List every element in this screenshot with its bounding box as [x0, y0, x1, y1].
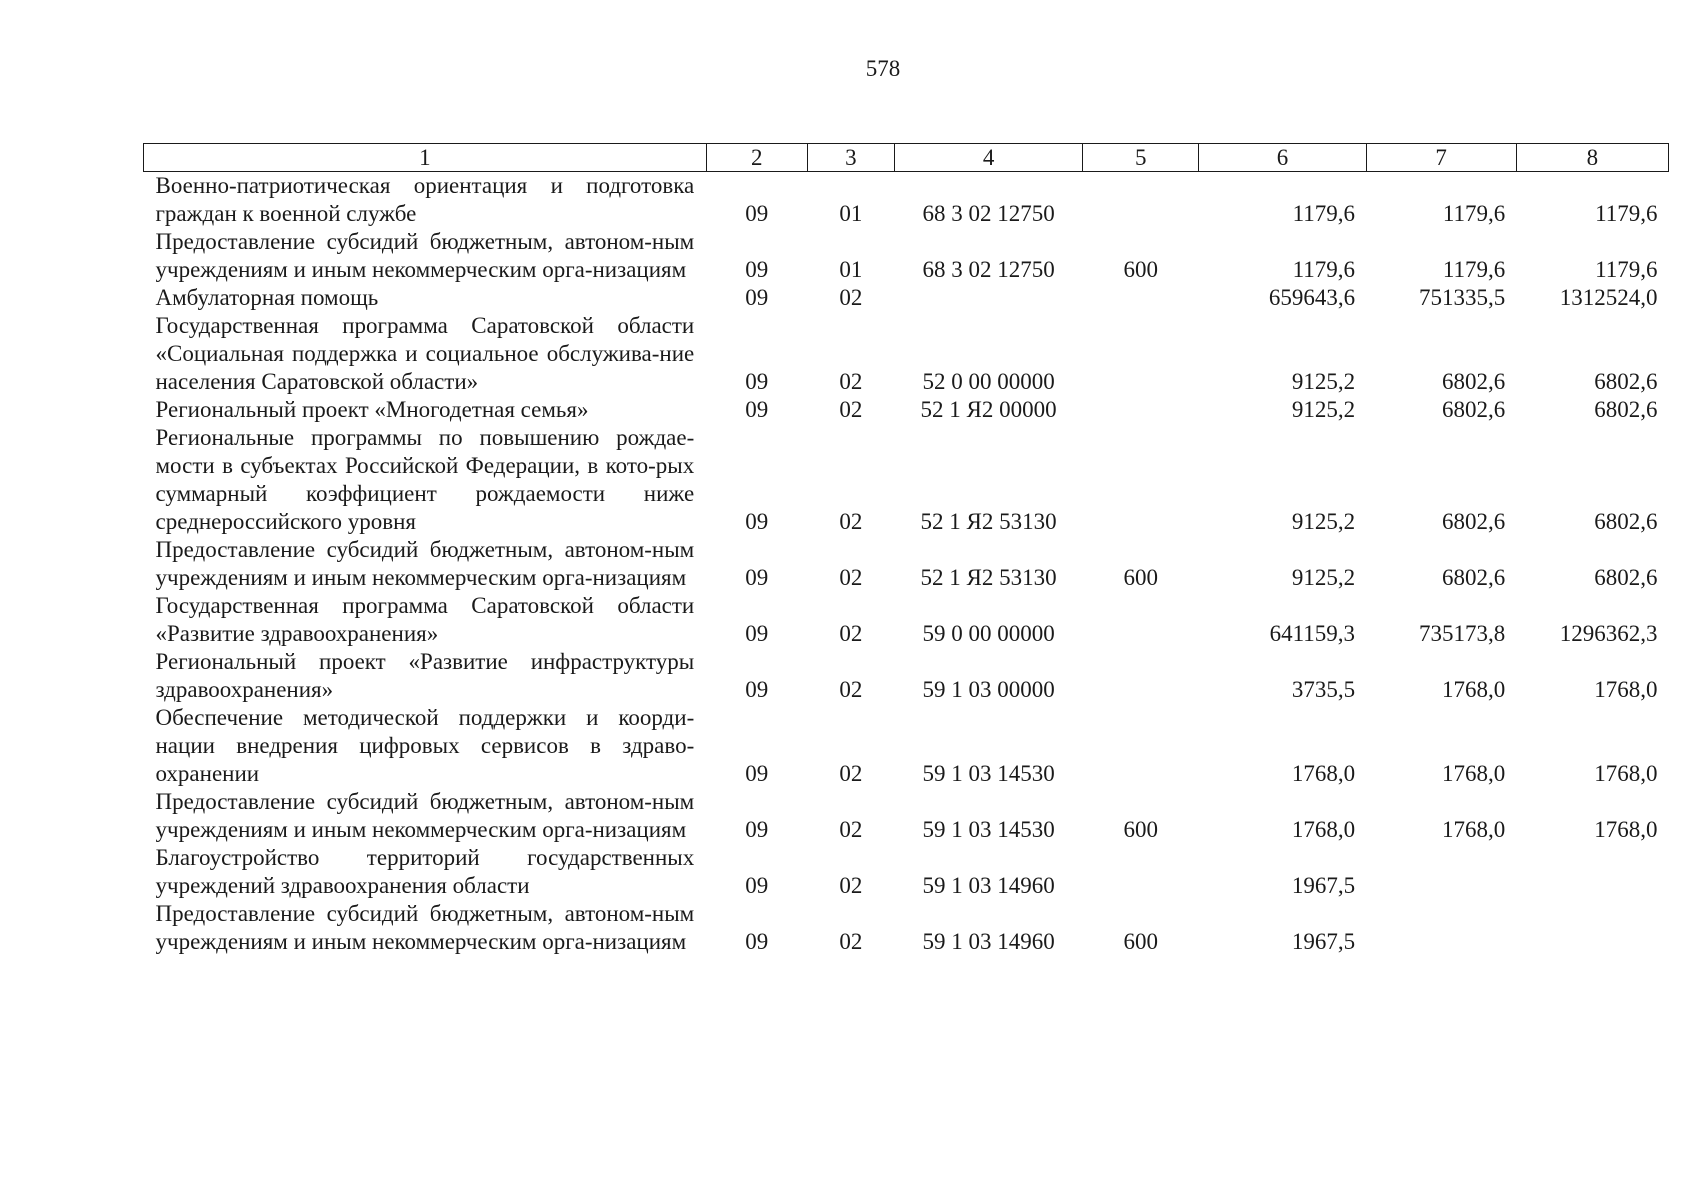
section-cell: 09 — [745, 257, 769, 282]
amount-col8-cell: 6802,6 — [1594, 369, 1658, 394]
subsection-cell: 01 — [839, 257, 863, 282]
column-header: 4 — [894, 144, 1082, 172]
amount-col7-cell: 6802,6 — [1442, 565, 1506, 590]
table-row — [144, 172, 1669, 229]
column-header: 8 — [1516, 144, 1668, 172]
amount-col6-cell: 9125,2 — [1291, 369, 1356, 394]
amount-col8-cell — [1516, 900, 1668, 956]
table-row — [144, 648, 1669, 704]
row-name-cell: Военно-патриотическая ориентация и подготовка граждан к военной службе — [155, 173, 695, 226]
expense-type-cell: 600 — [1123, 817, 1159, 842]
expense-type-cell: 600 — [1123, 929, 1159, 954]
target-article-cell: 52 1 Я2 00000 — [920, 397, 1057, 422]
expense-type-cell — [1083, 704, 1199, 788]
subsection-cell: 02 — [839, 397, 863, 422]
table-body — [144, 172, 1669, 957]
amount-col6-cell: 1967,5 — [1291, 929, 1356, 954]
amount-col8-cell: 6802,6 — [1594, 509, 1658, 534]
expense-type-cell — [1083, 844, 1199, 900]
expense-type-cell — [1083, 424, 1199, 536]
amount-col7-cell: 6802,6 — [1442, 509, 1506, 534]
expense-type-cell — [1083, 312, 1199, 396]
expense-type-cell — [1083, 172, 1199, 229]
table-row — [144, 788, 1669, 844]
subsection-cell: 01 — [839, 201, 863, 226]
target-article-cell: 59 1 03 14530 — [922, 761, 1055, 786]
expense-type-cell — [1083, 396, 1199, 424]
table-row — [144, 312, 1669, 396]
row-name-cell: Региональный проект «Многодетная семья» — [155, 397, 589, 422]
amount-col6-cell: 3735,5 — [1291, 677, 1356, 702]
amount-col7-cell: 1768,0 — [1442, 817, 1506, 842]
amount-col6-cell: 1967,5 — [1291, 873, 1356, 898]
table-row — [144, 228, 1669, 284]
subsection-cell: 02 — [839, 761, 863, 786]
row-name-cell: Амбулаторная помощь — [155, 285, 379, 310]
amount-col7-cell: 1179,6 — [1442, 257, 1506, 282]
row-name-cell: Предоставление субсидий бюджетным, автоном-ным учреждениям и иным некоммерческим орга-низациям — [155, 789, 695, 842]
row-name-cell: Государственная программа Саратовской области «Социальная поддержка и социальное обслужива-ние населения Саратовской области» — [155, 313, 695, 394]
amount-col7-cell: 751335,5 — [1419, 285, 1506, 310]
row-name-cell: Предоставление субсидий бюджетным, автоном-ным учреждениям и иным некоммерческим орга-низациям — [155, 537, 695, 590]
amount-col8-cell: 1768,0 — [1594, 817, 1658, 842]
subsection-cell: 02 — [839, 873, 863, 898]
amount-col6-cell: 9125,2 — [1291, 397, 1356, 422]
amount-col8-cell: 1768,0 — [1594, 677, 1658, 702]
amount-col7-cell: 1768,0 — [1442, 761, 1506, 786]
column-header: 1 — [144, 144, 707, 172]
target-article-cell: 59 1 03 14960 — [922, 873, 1055, 898]
row-name-cell: Государственная программа Саратовской области «Развитие здравоохранения» — [155, 593, 695, 646]
table-row — [144, 704, 1669, 788]
column-header: 7 — [1366, 144, 1516, 172]
subsection-cell: 02 — [839, 817, 863, 842]
amount-col6-cell: 1179,6 — [1292, 201, 1356, 226]
row-name-cell: Благоустройство территорий государственных учреждений здравоохранения области — [155, 845, 695, 898]
column-header: 3 — [807, 144, 894, 172]
amount-col6-cell: 9125,2 — [1291, 509, 1356, 534]
table-row — [144, 284, 1669, 312]
target-article-cell: 68 3 02 12750 — [922, 257, 1055, 282]
subsection-cell: 02 — [839, 285, 863, 310]
section-cell: 09 — [745, 285, 769, 310]
row-name-cell: Региональные программы по повышению рождае-мости в субъектах Российской Федерации, в кото-рых суммарный коэффициент рождаемости ниже среднероссийского уровня — [155, 425, 695, 534]
subsection-cell: 02 — [839, 929, 863, 954]
section-cell: 09 — [745, 369, 769, 394]
subsection-cell: 02 — [839, 621, 863, 646]
expense-type-cell: 600 — [1123, 565, 1159, 590]
expense-type-cell — [1083, 648, 1199, 704]
section-cell: 09 — [745, 565, 769, 590]
page-number: 578 — [865, 56, 901, 81]
target-article-cell: 59 1 03 00000 — [922, 677, 1055, 702]
amount-col6-cell: 641159,3 — [1269, 621, 1356, 646]
amount-col7-cell: 6802,6 — [1442, 369, 1506, 394]
amount-col8-cell: 1179,6 — [1595, 257, 1658, 282]
target-article-cell: 59 1 03 14960 — [922, 929, 1055, 954]
budget-table — [143, 143, 1669, 956]
amount-col8-cell — [1516, 844, 1668, 900]
target-article-cell — [894, 284, 1082, 312]
amount-col6-cell: 1768,0 — [1291, 761, 1356, 786]
header-row — [144, 144, 1669, 172]
amount-col7-cell: 1179,6 — [1442, 201, 1506, 226]
table-row — [144, 592, 1669, 648]
table-row — [144, 536, 1669, 592]
amount-col6-cell: 659643,6 — [1268, 285, 1356, 310]
subsection-cell: 02 — [839, 677, 863, 702]
target-article-cell: 52 1 Я2 53130 — [920, 509, 1057, 534]
expense-type-cell: 600 — [1123, 257, 1159, 282]
amount-col7-cell — [1366, 844, 1516, 900]
target-article-cell: 68 3 02 12750 — [922, 201, 1055, 226]
section-cell: 09 — [745, 929, 769, 954]
target-article-cell: 59 0 00 00000 — [922, 621, 1055, 646]
amount-col8-cell: 6802,6 — [1594, 565, 1658, 590]
amount-col7-cell: 6802,6 — [1442, 397, 1506, 422]
amount-col6-cell: 9125,2 — [1291, 565, 1356, 590]
section-cell: 09 — [745, 761, 769, 786]
section-cell: 09 — [745, 873, 769, 898]
subsection-cell: 02 — [839, 369, 863, 394]
section-cell: 09 — [745, 621, 769, 646]
subsection-cell: 02 — [839, 565, 863, 590]
section-cell: 09 — [745, 397, 769, 422]
table-row — [144, 900, 1669, 956]
amount-col8-cell: 1768,0 — [1594, 761, 1658, 786]
target-article-cell: 52 1 Я2 53130 — [920, 565, 1057, 590]
row-name-cell: Региональный проект «Развитие инфраструктуры здравоохранения» — [155, 649, 695, 702]
amount-col8-cell: 1296362,3 — [1559, 621, 1658, 646]
column-header: 2 — [706, 144, 807, 172]
section-cell: 09 — [745, 201, 769, 226]
subsection-cell: 02 — [839, 509, 863, 534]
table-row — [144, 396, 1669, 424]
expense-type-cell — [1083, 592, 1199, 648]
target-article-cell: 52 0 00 00000 — [922, 369, 1055, 394]
amount-col8-cell: 6802,6 — [1594, 397, 1658, 422]
expense-type-cell — [1083, 284, 1199, 312]
row-name-cell: Предоставление субсидий бюджетным, автоном-ным учреждениям и иным некоммерческим орга-низациям — [155, 229, 695, 282]
table-row — [144, 844, 1669, 900]
amount-col8-cell: 1179,6 — [1595, 201, 1658, 226]
column-header: 6 — [1199, 144, 1366, 172]
section-cell: 09 — [745, 509, 769, 534]
amount-col7-cell: 735173,8 — [1419, 621, 1506, 646]
amount-col7-cell: 1768,0 — [1442, 677, 1506, 702]
row-name-cell: Обеспечение методической поддержки и коорди-нации внедрения цифровых сервисов в здраво-охранении — [155, 705, 695, 786]
amount-col8-cell: 1312524,0 — [1559, 285, 1658, 310]
section-cell: 09 — [745, 677, 769, 702]
section-cell: 09 — [745, 817, 769, 842]
target-article-cell: 59 1 03 14530 — [922, 817, 1055, 842]
amount-col6-cell: 1768,0 — [1291, 817, 1356, 842]
table-row — [144, 424, 1669, 536]
row-name-cell: Предоставление субсидий бюджетным, автоном-ным учреждениям и иным некоммерческим орга-низациям — [155, 901, 695, 954]
amount-col7-cell — [1366, 900, 1516, 956]
amount-col6-cell: 1179,6 — [1292, 257, 1356, 282]
column-header: 5 — [1083, 144, 1199, 172]
